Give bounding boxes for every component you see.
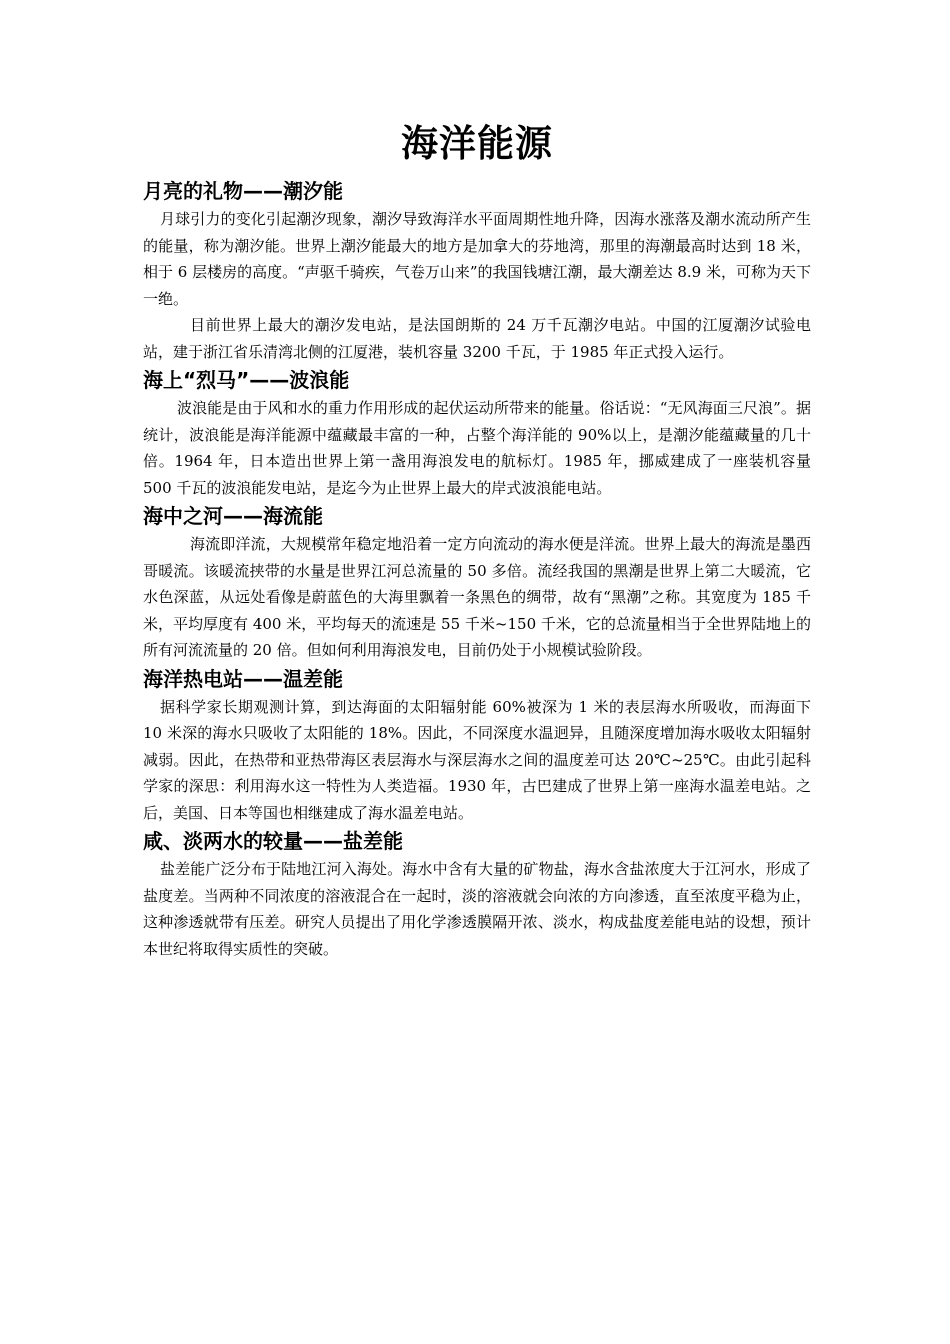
section-wave-energy	[143, 365, 811, 501]
section-ocean-current-energy	[143, 501, 811, 664]
paragraph: 海流即洋流，大规模常年稳定地沿着一定方向流动的海水便是洋流。世界上最大的海流是墨西哥暖流。该暖流挟带的水量是世界江河总流量的 50 多倍。流经我国的黑潮是世界上第二大暖流，它水色深蓝，从远处看像是蔚蓝色的大海里飘着一条黑色的绸带，故有“黑潮”之称。其宽度为 185 千米，平均厚度有 400 米，平均每天的流速是 55 千米~150 千米，它的总流量相当于全世界陆地上的所有河流流量的 20 倍。但如何利用海浪发电，目前仍处于小规模试验阶段。	[143, 535, 811, 659]
paragraph: 盐差能广泛分布于陆地江河入海处。海水中含有大量的矿物盐，海水含盐浓度大于江河水，形成了盐度差。当两种不同浓度的溶液混合在一起时，淡的溶液就会向浓的方向渗透，直至浓度平稳为止，这种渗透就带有压差。研究人员提出了用化学渗透膜隔开浓、淡水，构成盐度差能电站的设想，预计本世纪将取得实质性的突破。	[143, 860, 811, 958]
section-salinity-energy	[143, 826, 811, 962]
page-title: 海洋能源	[401, 122, 553, 165]
paragraph: 月球引力的变化引起潮汐现象，潮汐导致海洋水平面周期性地升降，因海水涨落及潮水流动所产生的能量，称为潮汐能。世界上潮汐能最大的地方是加拿大的芬地湾，那里的海潮最高时达到 18 米，相于 6 层楼房的高度。“声驱千骑疾，气卷万山来”的我国钱塘江潮，最大潮差达 8.9 米，可称为天下一绝。	[143, 210, 811, 308]
paragraph: 目前世界上最大的潮汐发电站，是法国朗斯的 24 万千瓦潮汐电站。中国的江厦潮汐试验电站，建于浙江省乐清湾北侧的江厦港，装机容量 3200 千瓦，于 1985 年正式投入运行。	[143, 316, 811, 361]
section-heading: 海中之河——海流能	[143, 504, 323, 528]
section-heading: 月亮的礼物——潮汐能	[143, 179, 343, 203]
section-heading: 咸、淡两水的较量——盐差能	[143, 829, 403, 853]
document-page	[143, 118, 811, 962]
paragraph: 据科学家长期观测计算，到达海面的太阳辐射能 60%被深为 1 米的表层海水所吸收，而海面下 10 米深的海水只吸收了太阳能的 18%。因此，不同深度水温迥异，且随深度增加海水吸收太阳辐射减弱。因此，在热带和亚热带海区表层海水与深层海水之间的温度差可达 20℃~25℃。由此引起科学家的深思：利用海水这一特性为人类造福。1930 年，古巴建成了世界上第一座海水温差电站。之后，美国、日本等国也相继建成了海水温差电站。	[143, 697, 811, 822]
section-heading: 海洋热电站——温差能	[143, 666, 343, 691]
section-heading: 海上“烈马”——波浪能	[143, 368, 350, 392]
paragraph: 波浪能是由于风和水的重力作用形成的起伏运动所带来的能量。俗话说：“无风海面三尺浪”。据统计，波浪能是海洋能源中蕴藏最丰富的一种，占整个海洋能的 90%以上，是潮汐能蕴藏量的几十倍。1964 年，日本造出世界上第一盏用海浪发电的航标灯。1985 年，挪威建成了一座装机容量 500 千瓦的波浪能发电站，是迄今为止世界上最大的岸式波浪能电站。	[143, 399, 811, 497]
section-thermal-energy	[143, 664, 811, 827]
section-tidal-energy	[143, 176, 811, 365]
